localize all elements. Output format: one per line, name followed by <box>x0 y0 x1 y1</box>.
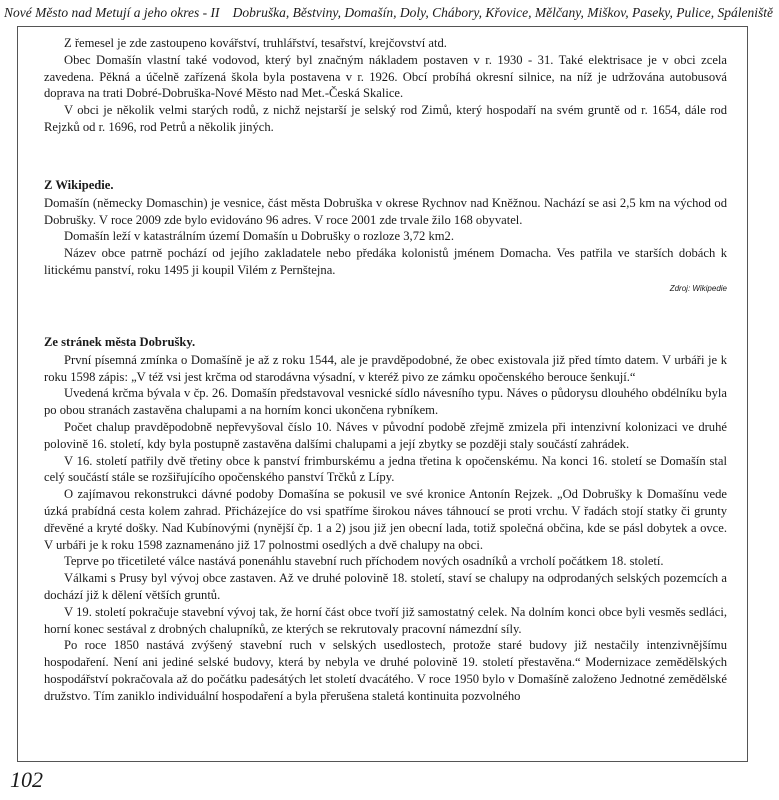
paragraph: Obec Domašín vlastní také vodovod, který byl značným nákladem postaven v r. 1930 - 31. Také elektrisace je v obci zcela zavedena. Pěkná a účelně zařízená škola byla postavena v r. 1926. Obcí probíhá okresní silnice, na níž je udržována autobusová doprava na trati Dobré-Dobruška-Nové Město nad Met.-Česká Skalice. <box>44 52 727 101</box>
wikipedia-section <box>44 177 727 298</box>
page-number: 102 <box>10 767 43 792</box>
running-header <box>0 0 779 24</box>
paragraph: Domašín (německy Domaschin) je vesnice, část města Dobruška v okrese Rychnov nad Kněžnou. Nachází se asi 2,5 km na východ od Dobrušky. V roce 2009 zde bylo evidováno 96 adres. V roce 2001 zde trvale žilo 168 obyvatel. <box>44 195 727 227</box>
paragraph: V 16. století patřily dvě třetiny obce k panství frimburskému a jedna třetina k opočenskému. Na konci 16. století se Domašín stal celý součástí stále se rozšiřujícího opočenského panství Trčků z Lípy. <box>44 453 727 485</box>
paragraph: V 19. století pokračuje stavební vývoj tak, že horní část obce tvoří již samostatný celek. Na dolním konci obce byli vesměs sedláci, horní konec sestával z drobných chalupníků, ze kterých se rekrutovaly pracovní námezdní síly. <box>44 604 727 636</box>
paragraph: V obci je několik velmi starých rodů, z nichž nejstarší je selský rod Zimů, který hospodaří na svém gruntě od r. 1654, dále rod Rejzků od r. 1696, rod Petrů a několik jiných. <box>44 103 727 134</box>
paragraph: Teprve po třicetileté válce nastává ponenáhlu stavební ruch příchodem nových osadníků a vrcholí počátkem 18. století. <box>64 554 664 569</box>
paragraph: Počet chalup pravděpodobně nepřevyšoval číslo 10. Náves v původní podobě zřejmě zmizela při intenzivní kolonizaci ve druhé polovině 16. století, kdy byla postupně zastavěna dalšími chalupami a její zbytky se později staly součástí zahrádek. <box>44 419 727 451</box>
section-heading: Ze stránek města Dobrušky. <box>44 335 196 349</box>
paragraph: První písemná zmínka o Domašíně je až z roku 1544, ale je pravděpodobné, že obec existovala již před tímto datem. V urbáři je k roku 1598 zápis: „V též vsi jest krčma od starodávna výsadní, v kteréž pivo ze zámku opočenského berouce šenkují.“ <box>44 352 727 384</box>
header-book-title: Nové Město nad Metují a jeho okres - II <box>4 5 220 20</box>
paragraph: Domašín leží v katastrálním území Domašín u Dobrušky o rozloze 3,72 km2. <box>64 229 454 244</box>
paragraph: Název obce patrně pochází od jejího zakladatele nebo předáka kolonistů jménem Domacha. Ves patřila ve starších dobách k litickému panství, roku 1495 ji koupil Vilém z Pernštejna. <box>44 246 727 277</box>
source-note: Zdroj: Wikipedie <box>669 283 727 293</box>
paragraph: Po roce 1850 nastává zvýšený stavební ruch v selských usedlostech, protože staré budovy již nestačily intenzivnějšímu hospodaření. Není ani jediné selské budovy, která by nebyla ve druhé polovině 19. století přestavěna.“ Modernizace zemědělských hospodářství pokračovala až do počátku padesátých let století dvacátého. V roce 1950 bylo v Domašíně založeno Jednotné zemědělské družstvo. Tím zaniklo individuální hospodaření a byla přerušena staletá kontinuita pozvolného <box>44 638 727 703</box>
paragraph: Uvedená krčma bývala v čp. 26. Domašín představoval vesnické sídlo návesního typu. Náves o půdorysu dlouhého obdélníku byla po obou stranách zastavěna chalupami a na horním konci ukončena rybníkem. <box>44 386 727 418</box>
header-village-list: Dobruška, Běstviny, Domašín, Doly, Chábory, Křovice, Mělčany, Miškov, Paseky, Pulice, Spáleniště <box>232 5 773 20</box>
intro-section <box>44 35 727 136</box>
paragraph: O zajímavou rekonstrukci dávné podoby Domašína se pokusil ve své kronice Antonín Rejzek. „Od Dobrušky k Domašínu vede úzká prabídná cesta kolem zahrad. Přicházejíce do vsi spatříme širokou náves táhnoucí se proti vrchu. V řadách stojí statky či grunty dřevěné a kryté došky. Nad Kubínovými (nynější čp. 1 a 2) jsou již jen obecní lada, totiž společná občina, kde se pásl dobytek a ovce. V urbáři je k roku 1598 zaznamenáno již 17 polnostmi osedlých a dvě chalupy na obci. <box>44 487 727 552</box>
city-website-section <box>44 334 727 705</box>
paragraph: Válkami s Prusy byl vývoj obce zastaven. Až ve druhé polovině 18. století, staví se chalupy na odprodaných selských pozemcích a dochází již k dělení větších gruntů. <box>44 571 727 602</box>
text-frame <box>17 26 748 762</box>
section-heading: Z Wikipedie. <box>44 178 114 192</box>
paragraph: Z řemesel je zde zastoupeno kovářství, truhlářství, tesařství, krejčovství atd. <box>64 36 447 50</box>
